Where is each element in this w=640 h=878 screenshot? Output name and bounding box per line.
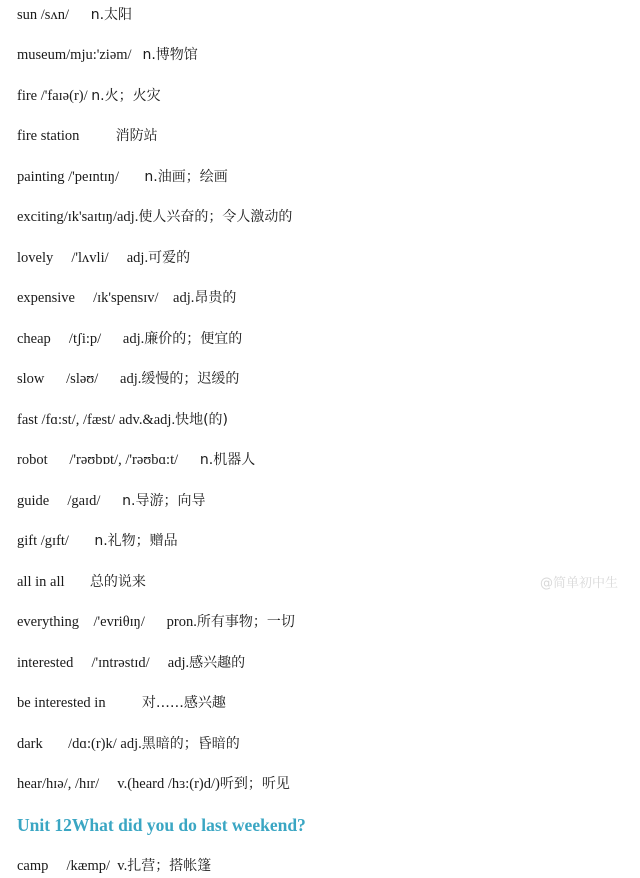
vocab-term: fire station: [17, 128, 116, 144]
vocab-meaning: 消防站: [115, 128, 158, 144]
vocab-term: hear/hɪə/, /hɪr/ v.(heard /hɜ:(r)d/): [17, 776, 220, 792]
vocab-term: fast /fɑ:st/, /fæst/ adv.&adj.: [17, 412, 176, 428]
vocab-line-camp: [17, 857, 211, 875]
watermark: @简单初中生: [540, 576, 619, 591]
vocab-term: robot /'rəʊbɒt/, /'rəʊbɑ:t/: [17, 452, 200, 468]
vocab-meaning: 黑暗的；昏暗的: [141, 736, 240, 752]
vocab-term: camp /kæmp/ v.: [17, 858, 128, 874]
vocab-meaning: 快地(的): [175, 412, 229, 428]
vocab-meaning: n.机器人: [199, 452, 256, 468]
vocab-line-12: [17, 492, 205, 510]
vocab-line-3: [17, 127, 158, 145]
vocab-term: dark /dɑ:(r)k/ adj.: [17, 736, 142, 752]
vocab-meaning: 感兴趣的: [189, 655, 246, 671]
vocab-term: expensive /ɪk'spensɪv/ adj.: [17, 290, 195, 306]
vocab-meaning: n.博物馆: [142, 47, 198, 63]
vocab-term: everything /'evriθɪŋ/ pron.: [17, 614, 197, 630]
vocab-line-10: [17, 411, 228, 429]
vocab-term: lovely /'lʌvli/ adj.: [17, 250, 149, 266]
vocab-line-1: [17, 46, 198, 64]
vocab-line-16: [17, 654, 245, 672]
vocab-meaning: 总的说来: [89, 574, 146, 590]
vocab-term: guide /gaɪd/: [17, 493, 123, 509]
vocab-meaning: n.太阳: [90, 7, 133, 23]
vocab-term: gift /gɪft/: [17, 533, 95, 549]
vocab-meaning: n.礼物；赠品: [94, 533, 178, 549]
vocab-meaning: 所有事物；一切: [196, 614, 295, 630]
vocab-line-13: [17, 532, 178, 550]
vocab-meaning: 昂贵的: [194, 290, 237, 306]
vocab-line-2: [17, 87, 161, 105]
vocab-meaning: n.导游；向导: [122, 493, 206, 509]
vocab-line-0: [17, 6, 132, 24]
vocab-meaning: 缓慢的；迟缓的: [141, 371, 240, 387]
vocab-meaning: n.火；火灾: [91, 88, 161, 104]
vocab-line-4: [17, 168, 228, 186]
unit-heading: Unit 12What did you do last weekend?: [17, 815, 306, 835]
vocab-line-14: [17, 573, 146, 591]
vocab-meaning: n.油画；绘画: [144, 169, 228, 185]
vocab-line-11: [17, 451, 255, 469]
vocab-term: all in all: [17, 574, 90, 590]
vocab-line-18: [17, 735, 240, 753]
vocab-line-7: [17, 289, 236, 307]
vocab-term: be interested in: [17, 695, 142, 711]
vocab-term: cheap /tʃi:p/ adj.: [17, 331, 145, 347]
vocab-line-15: [17, 613, 295, 631]
vocab-line-17: [17, 694, 226, 712]
vocab-term: exciting/ɪk'saɪtɪŋ/adj.: [17, 209, 139, 225]
vocab-line-6: [17, 249, 190, 267]
vocab-meaning: 扎营；搭帐篷: [127, 858, 212, 874]
vocab-meaning: 可爱的: [148, 250, 191, 266]
vocab-term: museum/mju:'ziəm/: [17, 47, 143, 63]
vocab-meaning: 使人兴奋的；令人激动的: [138, 209, 293, 225]
vocab-line-9: [17, 370, 239, 388]
vocab-line-5: [17, 208, 292, 226]
vocab-term: fire /'faɪə(r)/: [17, 88, 92, 104]
vocab-term: painting /'peɪntɪŋ/: [17, 169, 145, 185]
vocab-term: sun /sʌn/: [17, 7, 91, 23]
vocab-line-19: [17, 775, 290, 793]
vocab-meaning: 廉价的；便宜的: [144, 331, 243, 347]
vocab-term: interested /'ɪntrəstɪd/ adj.: [17, 655, 190, 671]
vocab-term: slow /sləʊ/ adj.: [17, 371, 142, 387]
vocab-line-8: [17, 330, 242, 348]
vocab-meaning: 对……感兴趣: [141, 695, 226, 711]
vocab-meaning: 听到；听见: [219, 776, 290, 792]
